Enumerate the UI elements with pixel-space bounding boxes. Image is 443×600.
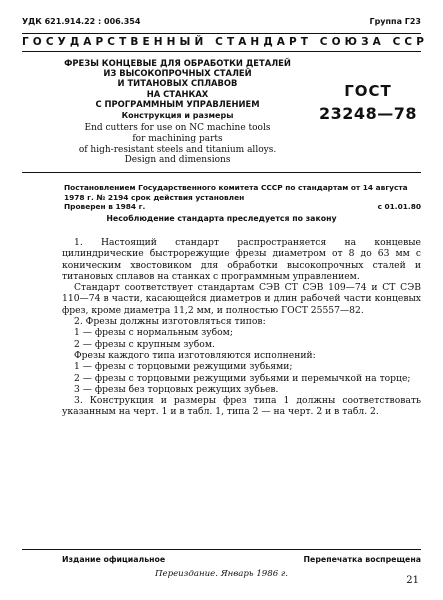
legal-notice: Несоблюдение стандарта преследуется по закону bbox=[106, 214, 337, 223]
paragraph-9: 3 — фрезы без торцовых режущих зубьев. bbox=[74, 383, 279, 395]
title-rule bbox=[22, 172, 421, 173]
udk-code: УДК 621.914.22 : 006.354 bbox=[22, 17, 141, 26]
effective-date: с 01.01.80 bbox=[377, 202, 421, 212]
gost-designation bbox=[318, 82, 418, 123]
title-ru-line-3: И ТИТАНОВЫХ СПЛАВОВ bbox=[117, 78, 238, 89]
paragraph-8: 2 — фрезы с торцовыми режущими зубьями и перемычкой на торце; bbox=[74, 372, 411, 384]
official-edition: Издание официальное bbox=[62, 555, 166, 564]
title-en-line-1: End cutters for use on NC machine tools bbox=[84, 123, 271, 134]
title-en bbox=[40, 123, 315, 166]
paragraph-1: 1. Настоящий стандарт распространяется на концевые цилиндрические быстрорежущие фрезы диаметром от 8 до 63 мм с коническим хвостовиком для обработки высокопрочных сталей и титановых сплавов на станках с программным управлением. bbox=[62, 237, 421, 282]
group-code: Группа Г23 bbox=[369, 17, 421, 26]
title-en-line-3: of high-resistant steels and titanium alloys. bbox=[78, 144, 277, 155]
decree-block bbox=[64, 183, 421, 212]
decree-line-1: Постановлением Государственного комитета СССР по стандартам от 14 августа bbox=[64, 183, 408, 192]
gost-label: ГОСТ bbox=[344, 82, 392, 100]
state-standard-heading: ГОСУДАРСТВЕННЫЙ СТАНДАРТ СОЮЗА ССР bbox=[22, 36, 429, 48]
reissue-note: Переиздание. Январь 1986 г. bbox=[154, 569, 289, 579]
decree-line-2: 1978 г. № 2194 срок действия установлен bbox=[64, 192, 245, 202]
title-ru-line-2: ИЗ ВЫСОКОПРОЧНЫХ СТАЛЕЙ bbox=[103, 68, 252, 79]
page-number: 21 bbox=[406, 575, 419, 586]
title-ru-subtitle: Конструкция и размеры bbox=[121, 111, 234, 121]
gost-number: 23248—78 bbox=[319, 104, 417, 123]
heading-rule bbox=[22, 51, 421, 52]
title-ru-line-4: НА СТАНКАХ bbox=[146, 88, 209, 99]
document-body bbox=[62, 237, 421, 418]
paragraph-2: Стандарт соответствует стандартам СЭВ СТ СЭВ 109—74 и СТ СЭВ 110—74 в части, касающейся диаметров и длин рабочей части концевых фрез, кроме диаметра 11,2 мм, и полностью ГОСТ 25557—82. bbox=[62, 282, 421, 316]
title-en-line-2: for machining parts bbox=[132, 133, 223, 144]
paragraph-4: 1 — фрезы с нормальным зубом; bbox=[74, 327, 233, 339]
paragraph-10: 3. Конструкция и размеры фрез типа 1 должны соответствовать указанным на черт. 1 и в табл. 1, типа 2 — на черт. 2 и в табл. 2. bbox=[62, 395, 421, 418]
decree-line-3: Проверен в 1984 г. bbox=[64, 202, 146, 212]
paragraph-5: 2 — фрезы с крупным зубом. bbox=[74, 338, 215, 350]
title-en-line-4: Design and dimensions bbox=[124, 155, 231, 166]
decree-line-3-row bbox=[64, 202, 421, 212]
top-rule bbox=[22, 33, 421, 34]
paragraph-7: 1 — фрезы с торцовыми режущими зубьями; bbox=[74, 361, 293, 373]
paragraph-3: 2. Фрезы должны изготовляться типов: bbox=[74, 316, 266, 328]
top-line bbox=[22, 17, 421, 29]
title-block bbox=[40, 58, 315, 166]
title-ru-line-1: ФРЕЗЫ КОНЦЕВЫЕ ДЛЯ ОБРАБОТКИ ДЕТАЛЕЙ bbox=[64, 58, 291, 68]
reprint-prohibited: Перепечатка воспрещена bbox=[303, 555, 421, 564]
footer-rule bbox=[22, 549, 421, 550]
title-ru-line-5: С ПРОГРАММНЫМ УПРАВЛЕНИЕМ bbox=[95, 98, 260, 109]
paragraph-6: Фрезы каждого типа изготовляются исполнений: bbox=[74, 349, 316, 361]
